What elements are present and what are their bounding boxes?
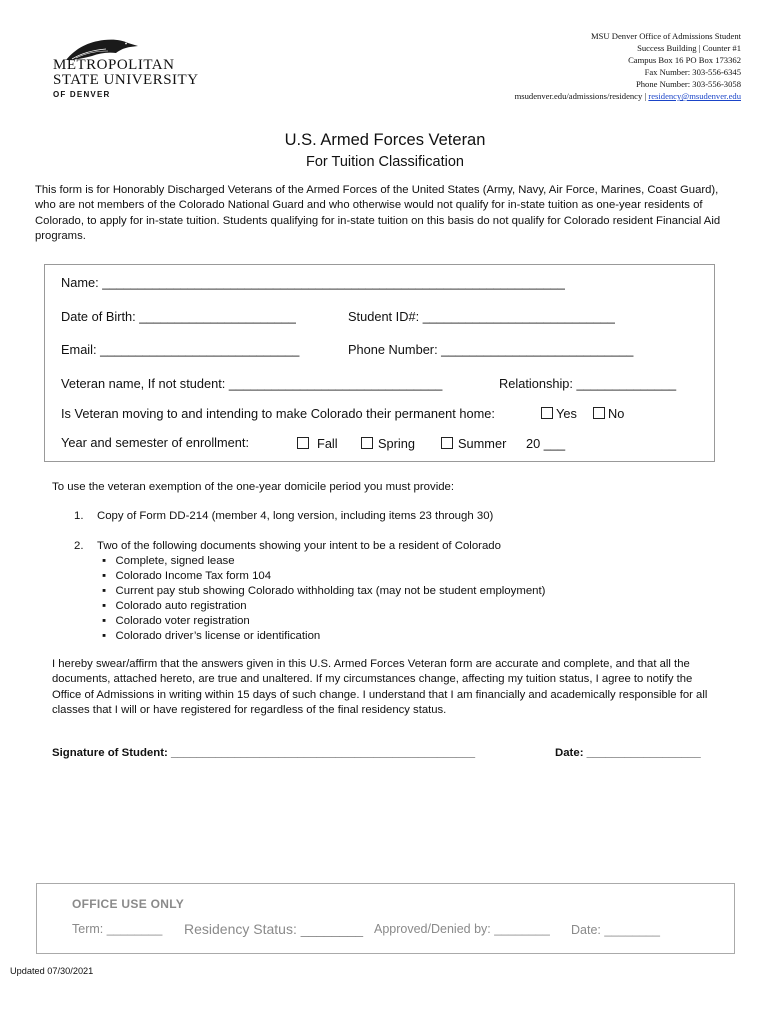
yes-checkbox[interactable]: [541, 407, 553, 419]
yes-label: Yes: [556, 406, 577, 421]
bullet-square-icon: ▪: [102, 629, 107, 642]
office-residency-field: Residency Status: ________: [184, 921, 364, 937]
updated-date: Updated 07/30/2021: [10, 966, 94, 976]
office-info-line-1: MSU Denver Office of Admissions Student: [591, 31, 741, 41]
spring-checkbox[interactable]: [361, 437, 373, 449]
signature-date-field[interactable]: Date: __________________: [555, 747, 701, 759]
yes-option[interactable]: [541, 406, 577, 421]
office-contact-info: [515, 30, 741, 102]
office-approved-field: Approved/Denied by: ________: [374, 922, 550, 936]
spring-option[interactable]: [361, 436, 415, 451]
list-item: ▪ Colorado auto registration: [102, 599, 247, 612]
link-separator: |: [644, 91, 647, 101]
email-link[interactable]: residency@msudenver.edu: [648, 91, 741, 101]
applicant-info-box: [44, 264, 715, 462]
affirmation-paragraph: I hereby swear/affirm that the answers given in this U.S. Armed Forces Veteran form are accurate and complete, and that all the documents, attached hereto, are true and unaltered. If my circumstances change, affecting my tuition status, I agree to notify the Office of Admissions in writing within 15 days of such change. I understand that I am financially and academically responsible for all classes that I will or have registered for regardless of the final residency status.: [52, 658, 708, 716]
fall-checkbox[interactable]: [297, 437, 309, 449]
name-field[interactable]: Name: _________________________________________________________________: [61, 275, 565, 290]
office-info-line-4: Fax Number: 303-556-6345: [644, 67, 741, 77]
list-item: ▪ Complete, signed lease: [102, 555, 235, 567]
intro-paragraph: This form is for Honorably Discharged Veterans of the Armed Forces of the United States (Army, Navy, Air Force, Marines, Coast Guard), who are not members of the Colorado National Guard and who otherwise would not qualify for in-state tuition as one-year residents of Colorado, to apply for in-state tuition. Students qualifying for in-state tuition on this basis do not qualify for Colorado resident Financial Aid programs.: [35, 184, 721, 242]
item-1-number: 1.: [74, 510, 84, 522]
bullet-square-icon: ▪: [102, 614, 107, 627]
logo-line-2: STATE UNIVERSITY: [53, 72, 199, 88]
document-bullet-list: [102, 554, 545, 643]
list-item: ▪ Colorado Income Tax form 104: [102, 569, 272, 582]
fall-label: Fall: [317, 436, 338, 451]
no-label: No: [608, 406, 625, 421]
student-signature-field[interactable]: Signature of Student: ________________________________________________: [52, 747, 476, 759]
list-item: ▪ Colorado voter registration: [102, 614, 250, 627]
fall-option[interactable]: [297, 436, 338, 451]
bullet-square-icon: ▪: [102, 569, 107, 582]
spring-label: Spring: [378, 436, 415, 451]
item-2-number: 2.: [74, 540, 84, 552]
office-info-links: [515, 90, 741, 102]
office-use-box: [36, 883, 735, 954]
office-term-field: Term: ________: [72, 922, 163, 936]
bullet-square-icon: ▪: [102, 599, 107, 612]
bullet-square-icon: ▪: [102, 555, 107, 567]
logo-line-1: METROPOLITAN: [53, 57, 175, 73]
no-option[interactable]: [593, 406, 624, 421]
summer-option[interactable]: [441, 436, 506, 451]
moving-question: Is Veteran moving to and intending to make Colorado their permanent home:: [61, 406, 495, 421]
summer-checkbox[interactable]: [441, 437, 453, 449]
list-item: ▪ Colorado driver’s license or identification: [102, 629, 321, 642]
email-field[interactable]: Email: ____________________________: [61, 342, 300, 357]
relationship-field[interactable]: Relationship: ______________: [499, 376, 677, 391]
no-checkbox[interactable]: [593, 407, 605, 419]
form-subtitle: For Tuition Classification: [306, 154, 464, 170]
logo-wordmark: [53, 58, 199, 99]
year-field[interactable]: 20 ___: [526, 436, 566, 451]
bullet-square-icon: ▪: [102, 584, 107, 597]
logo-line-3: OF DENVER: [53, 90, 111, 99]
student-id-field[interactable]: Student ID#: ___________________________: [348, 309, 615, 324]
summer-label: Summer: [458, 436, 507, 451]
phone-field[interactable]: Phone Number: ___________________________: [348, 342, 634, 357]
dob-field[interactable]: Date of Birth: ______________________: [61, 309, 296, 324]
office-use-heading: OFFICE USE ONLY: [72, 897, 185, 911]
form-title: U.S. Armed Forces Veteran: [284, 131, 486, 149]
website-text: msudenver.edu/admissions/residency: [514, 91, 643, 101]
enrollment-label: Year and semester of enrollment:: [61, 435, 250, 450]
item-2-text: Two of the following documents showing your intent to be a resident of Colorado: [97, 540, 501, 552]
office-date-field: Date: ________: [571, 923, 660, 937]
list-item: ▪ Current pay stub showing Colorado withholding tax (may not be student employment): [102, 584, 546, 597]
office-info-line-3: Campus Box 16 PO Box 173362: [628, 55, 741, 65]
office-info-line-2: Success Building | Counter #1: [637, 43, 741, 53]
office-info-line-5: Phone Number: 303-556-3058: [635, 79, 741, 89]
item-1-text: Copy of Form DD-214 (member 4, long version, including items 23 through 30): [97, 510, 494, 522]
veteran-name-field[interactable]: Veteran name, If not student: ______________________________: [61, 376, 443, 391]
instructions-intro: To use the veteran exemption of the one-year domicile period you must provide:: [52, 481, 455, 493]
